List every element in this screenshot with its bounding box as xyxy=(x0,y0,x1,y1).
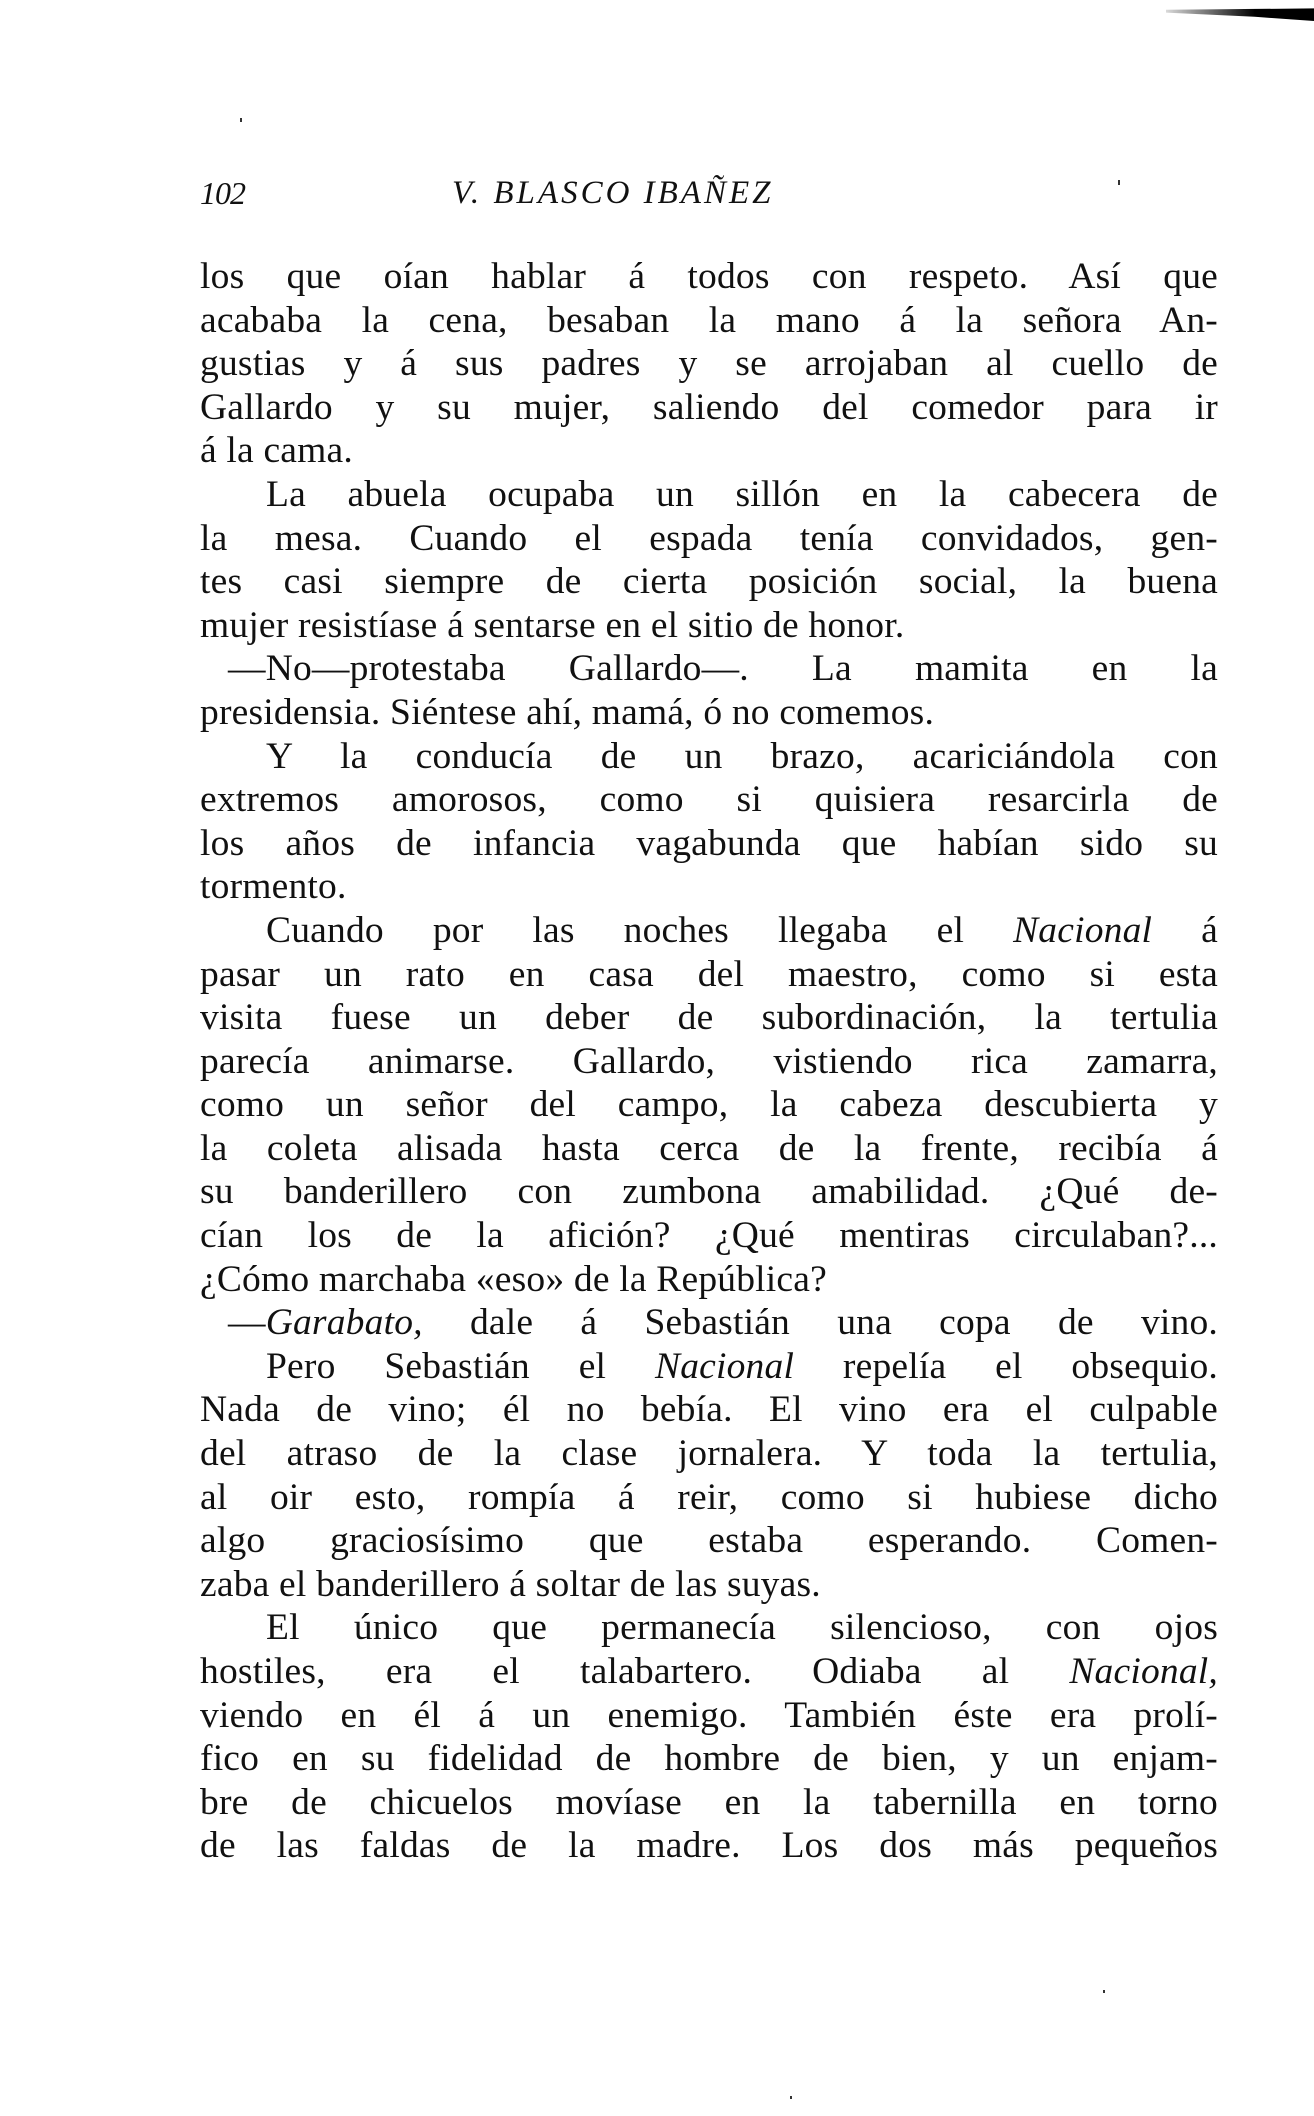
text-run: Pero Sebastián el xyxy=(266,1345,655,1387)
text-line: tormento. xyxy=(200,866,347,908)
text-line: ¿Cómo marchaba «eso» de la República? xyxy=(200,1258,827,1300)
text-line: visita fuese un deber de subordinación, la tertulia xyxy=(200,997,1218,1039)
text-line: á la cama. xyxy=(200,430,353,472)
italic-term: Nacional xyxy=(654,1345,795,1387)
text-line: viendo en él á un enemigo. También éste era prolí- xyxy=(200,1694,1218,1736)
text-line: Gallardo y su mujer, saliendo del comedor para ir xyxy=(200,386,1218,428)
scan-speck xyxy=(240,118,242,122)
text-line: al oir esto, rompía á reir, como si hubiese dicho xyxy=(200,1476,1218,1518)
text-line: mujer resistíase á sentarse en el sitio de honor. xyxy=(200,604,905,646)
text-line: bre de chicuelos movíase en la tabernilla en torno xyxy=(200,1781,1218,1823)
text-line: parecía animarse. Gallardo, vistiendo rica zamarra, xyxy=(200,1040,1218,1082)
text-line: fico en su fidelidad de hombre de bien, y un enjam- xyxy=(200,1738,1218,1780)
text-line: como un señor del campo, la cabeza descubierta y xyxy=(200,1084,1218,1126)
text-line xyxy=(200,1345,1218,1389)
running-head: V. BLASCO IBAÑEZ xyxy=(452,175,774,211)
scan-edge-artifact xyxy=(1166,7,1314,21)
text-line: —No—protestaba Gallardo—. La mamita en la xyxy=(228,648,1218,690)
text-line xyxy=(200,909,1218,953)
text-line: su banderillero con zumbona amabilidad. ¿Qué de- xyxy=(200,1171,1218,1213)
text-line: La abuela ocupaba un sillón en la cabecera de xyxy=(266,473,1218,515)
scan-speck xyxy=(1103,1990,1105,1993)
text-line: cían los de la afición? ¿Qué mentiras circulaban?... xyxy=(200,1215,1218,1257)
page-header xyxy=(200,175,1220,215)
text-line: presidensia. Siéntese ahí, mamá, ó no comemos. xyxy=(200,691,935,733)
text-line: tes casi siempre de cierta posición social, la buena xyxy=(200,561,1218,603)
text-line: acababa la cena, besaban la mano á la señora An- xyxy=(200,299,1218,341)
text-line: zaba el banderillero á soltar de las suyas. xyxy=(200,1563,821,1605)
text-run: hostiles, era el talabartero. Odiaba al xyxy=(200,1651,1070,1692)
text-run: repelía el obsequio. xyxy=(794,1345,1218,1387)
text-line xyxy=(200,1301,1218,1345)
text-line xyxy=(200,1650,1218,1694)
text-line: de las faldas de la madre. Los dos más pequeños xyxy=(200,1825,1218,1867)
text-line: los años de infancia vagabunda que habían sido su xyxy=(200,822,1218,864)
text-run: — xyxy=(228,1302,266,1344)
text-run: Cuando por las noches llegaba el xyxy=(266,909,1014,951)
text-line: la coleta alisada hasta cerca de la frente, recibía á xyxy=(200,1127,1218,1169)
text-line: Nada de vino; él no bebía. El vino era el culpable xyxy=(200,1389,1218,1431)
italic-term: Nacional xyxy=(1013,909,1153,951)
page-number: 102 xyxy=(200,175,245,211)
text-line: algo graciosísimo que estaba esperando. Comen- xyxy=(200,1520,1218,1562)
text-run: á xyxy=(1152,909,1218,951)
text-line: pasar un rato en casa del maestro, como si esta xyxy=(200,953,1218,995)
scan-speck xyxy=(790,2096,792,2099)
text-line: del atraso de la clase jornalera. Y toda la tertulia, xyxy=(200,1433,1218,1475)
text-line: gustias y á sus padres y se arrojaban al cuello de xyxy=(200,343,1218,385)
text-run: dale á Sebastián una copa de vino. xyxy=(422,1302,1218,1344)
italic-term: Garabato, xyxy=(265,1302,423,1344)
text-line: El único que permanecía silencioso, con ojos xyxy=(266,1607,1218,1649)
text-line: extremos amorosos, como si quisiera resarcirla de xyxy=(200,779,1218,821)
text-line: la mesa. Cuando el espada tenía convidados, gen- xyxy=(200,517,1218,559)
italic-term: Nacional, xyxy=(1069,1651,1218,1692)
body-text xyxy=(200,255,1218,1868)
text-line: los que oían hablar á todos con respeto. Así que xyxy=(200,256,1218,297)
text-line: Y la conducía de un brazo, acariciándola con xyxy=(266,735,1218,777)
